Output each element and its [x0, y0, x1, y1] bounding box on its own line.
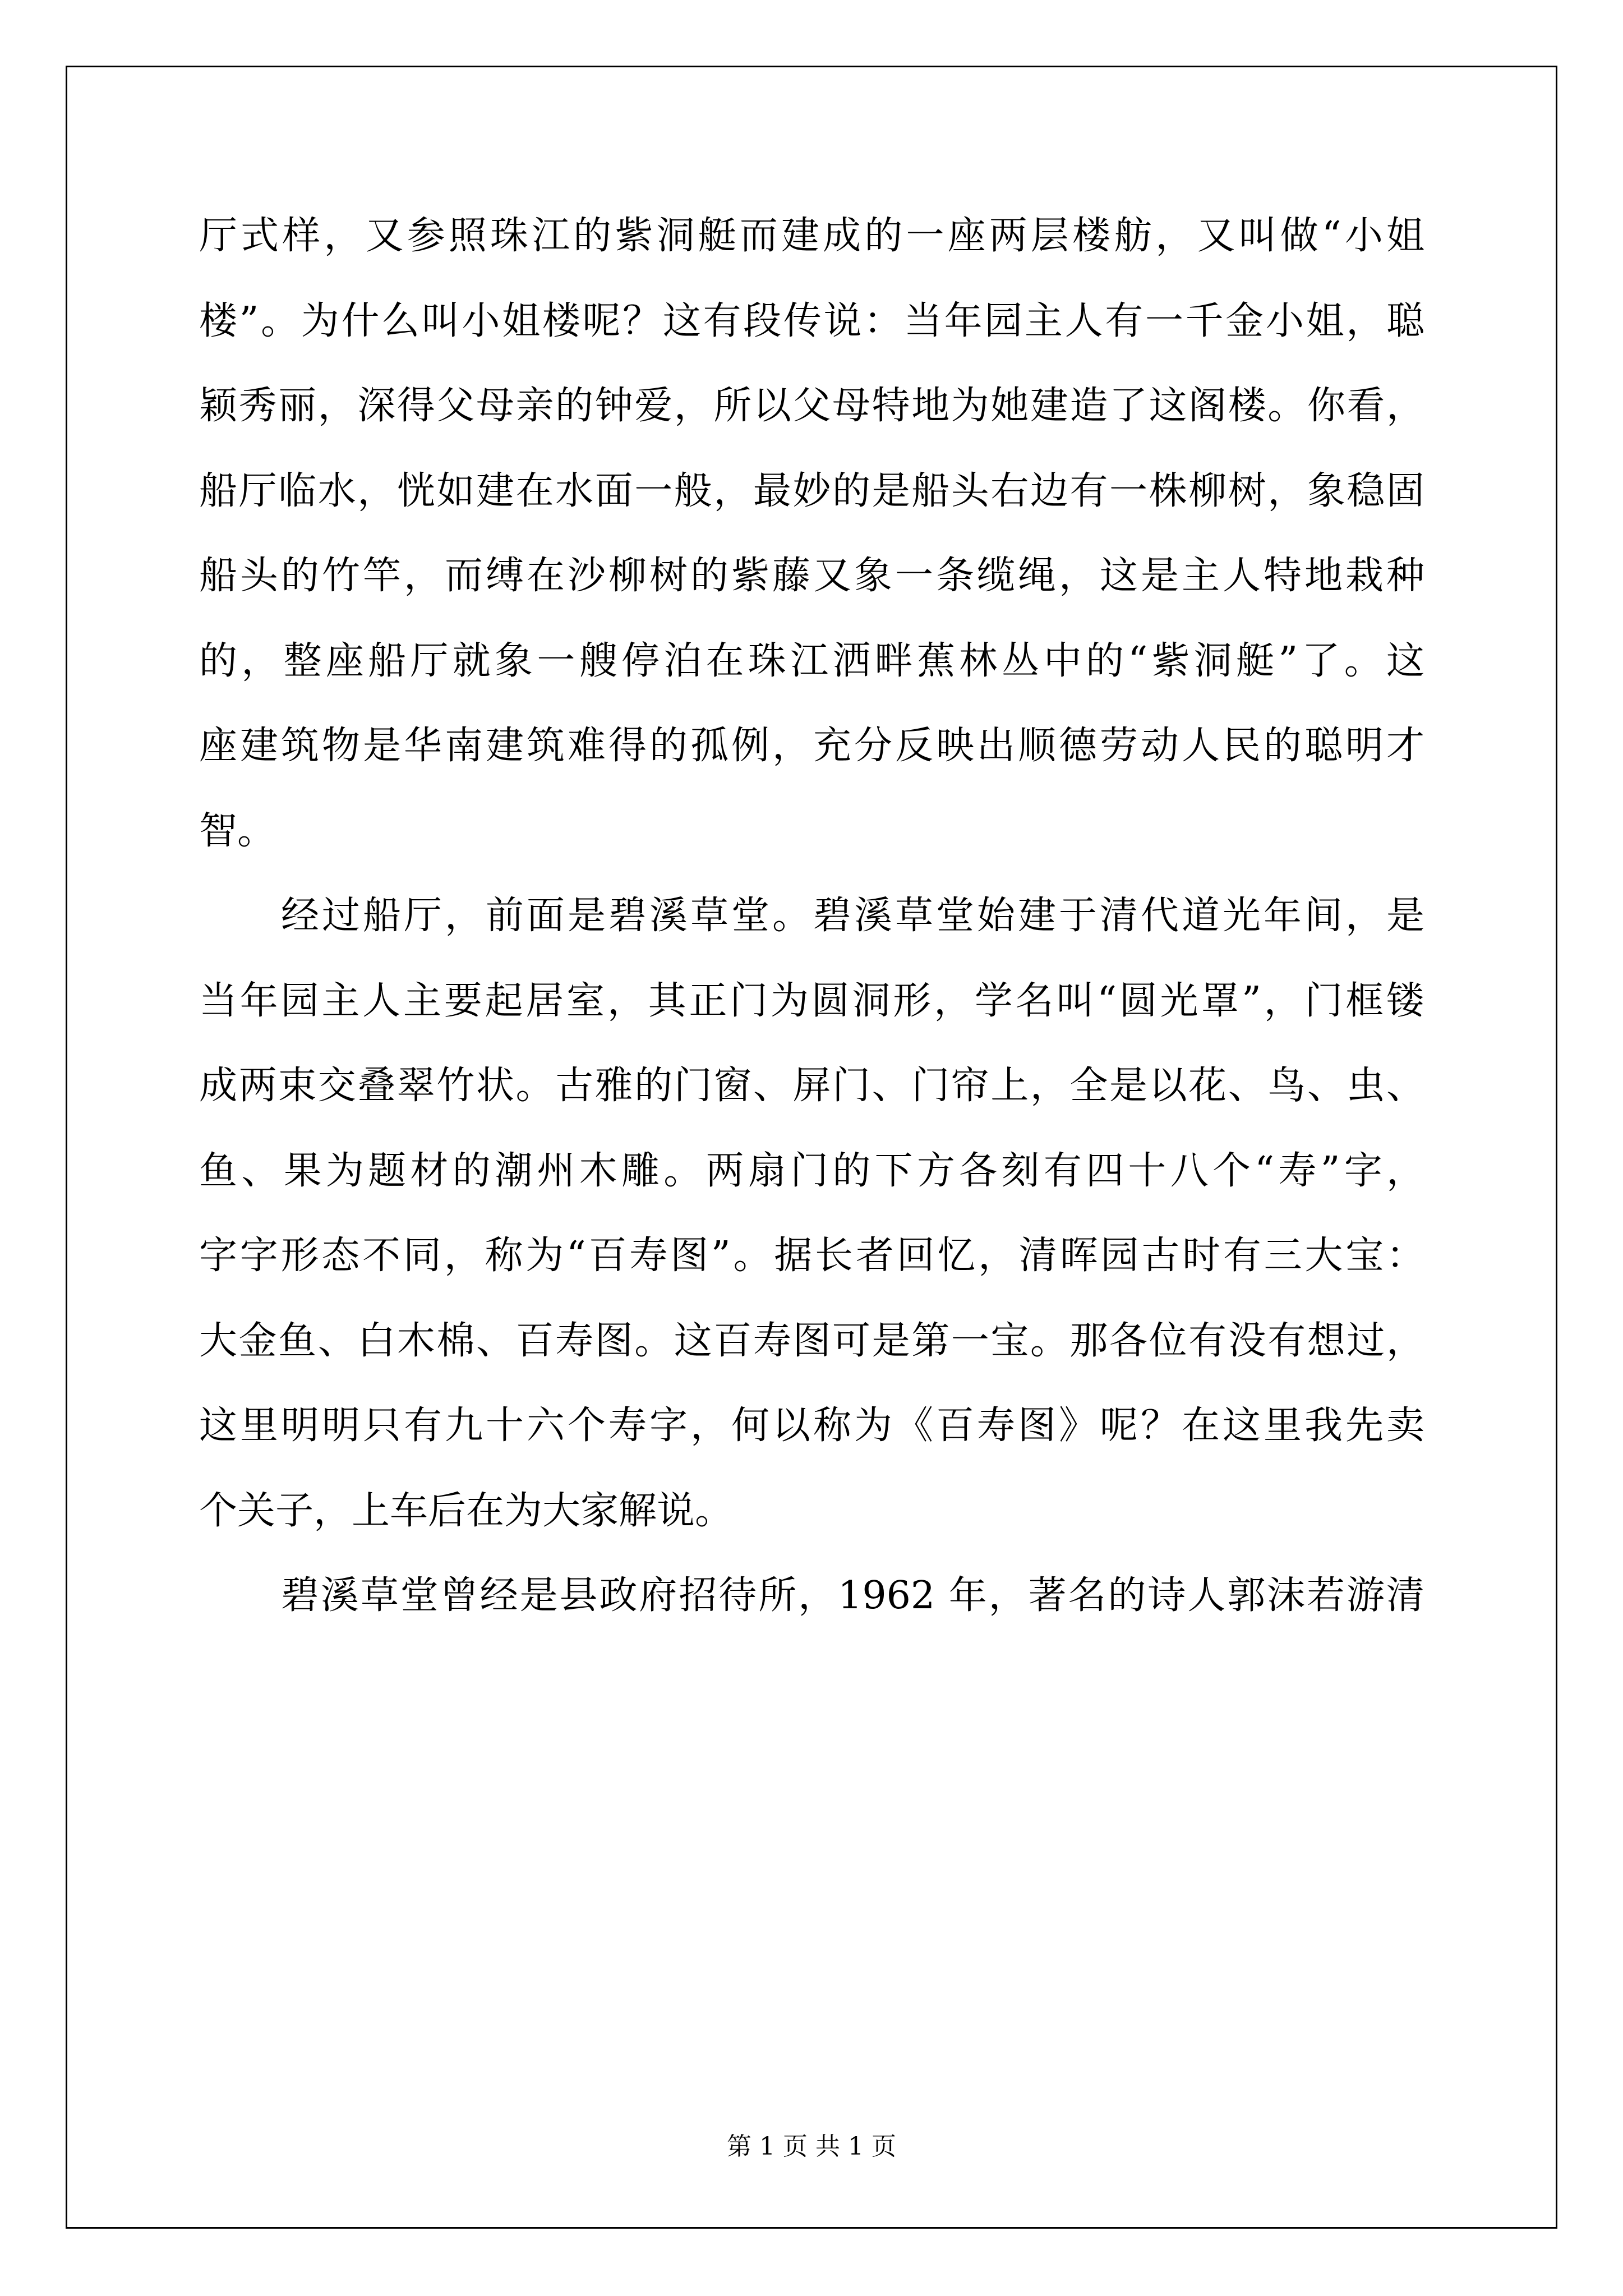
text-line: 当年园主人主要起居室，其正门为圆洞形，学名叫“圆光罩”，门框镂	[199, 978, 1424, 1023]
text-line: 座建筑物是华南建筑难得的孤例，充分反映出顺德劳动人民的聪明才	[199, 724, 1424, 768]
text-line: 楼”。为什么叫小姐楼呢？这有段传说：当年园主人有一千金小姐，聪	[199, 298, 1424, 343]
text-line: 颖秀丽，深得父母亲的钟爱，所以父母特地为她建造了这阁楼。你看，	[199, 384, 1424, 428]
text-line: 这里明明只有九十六个寿字，何以称为《百寿图》呢？在这里我先卖	[199, 1404, 1424, 1448]
text-line: 船头的竹竿，而缚在沙柳树的紫藤又象一条缆绳，这是主人特地栽种	[199, 554, 1424, 598]
text-line: 经过船厅，前面是碧溪草堂。碧溪草堂始建于清代道光年间，是	[281, 894, 1424, 938]
text-line: 成两束交叠翠竹状。古雅的门窗、屏门、门帘上，全是以花、鸟、虫、	[199, 1064, 1424, 1108]
text-line: 的，整座船厅就象一艘停泊在珠江洒畔蕉林丛中的“紫洞艇”了。这	[199, 638, 1424, 683]
text-line: 厅式样，又参照珠江的紫洞艇而建成的一座两层楼舫，又叫做“小姐	[199, 214, 1424, 258]
page-number-footer: 第 1 页 共 1 页	[727, 2132, 896, 2161]
text-line: 个关子，上车后在为大家解说。	[199, 1488, 734, 1533]
text-line: 大金鱼、白木棉、百寿图。这百寿图可是第一宝。那各位有没有想过，	[199, 1318, 1424, 1363]
text-line: 字字形态不同，称为“百寿图”。据长者回忆，清晖园古时有三大宝：	[199, 1234, 1424, 1278]
text-line: 船厅临水，恍如建在水面一般，最妙的是船头右边有一株柳树，象稳固	[199, 468, 1424, 513]
text-line: 智。	[199, 808, 276, 853]
document-body	[199, 194, 1424, 1639]
text-line: 碧溪草堂曾经是县政府招待所，1962 年，著名的诗人郭沫若游清	[281, 1573, 1424, 1618]
text-line: 鱼、果为题材的潮州木雕。两扇门的下方各刻有四十八个“寿”字，	[199, 1148, 1424, 1193]
